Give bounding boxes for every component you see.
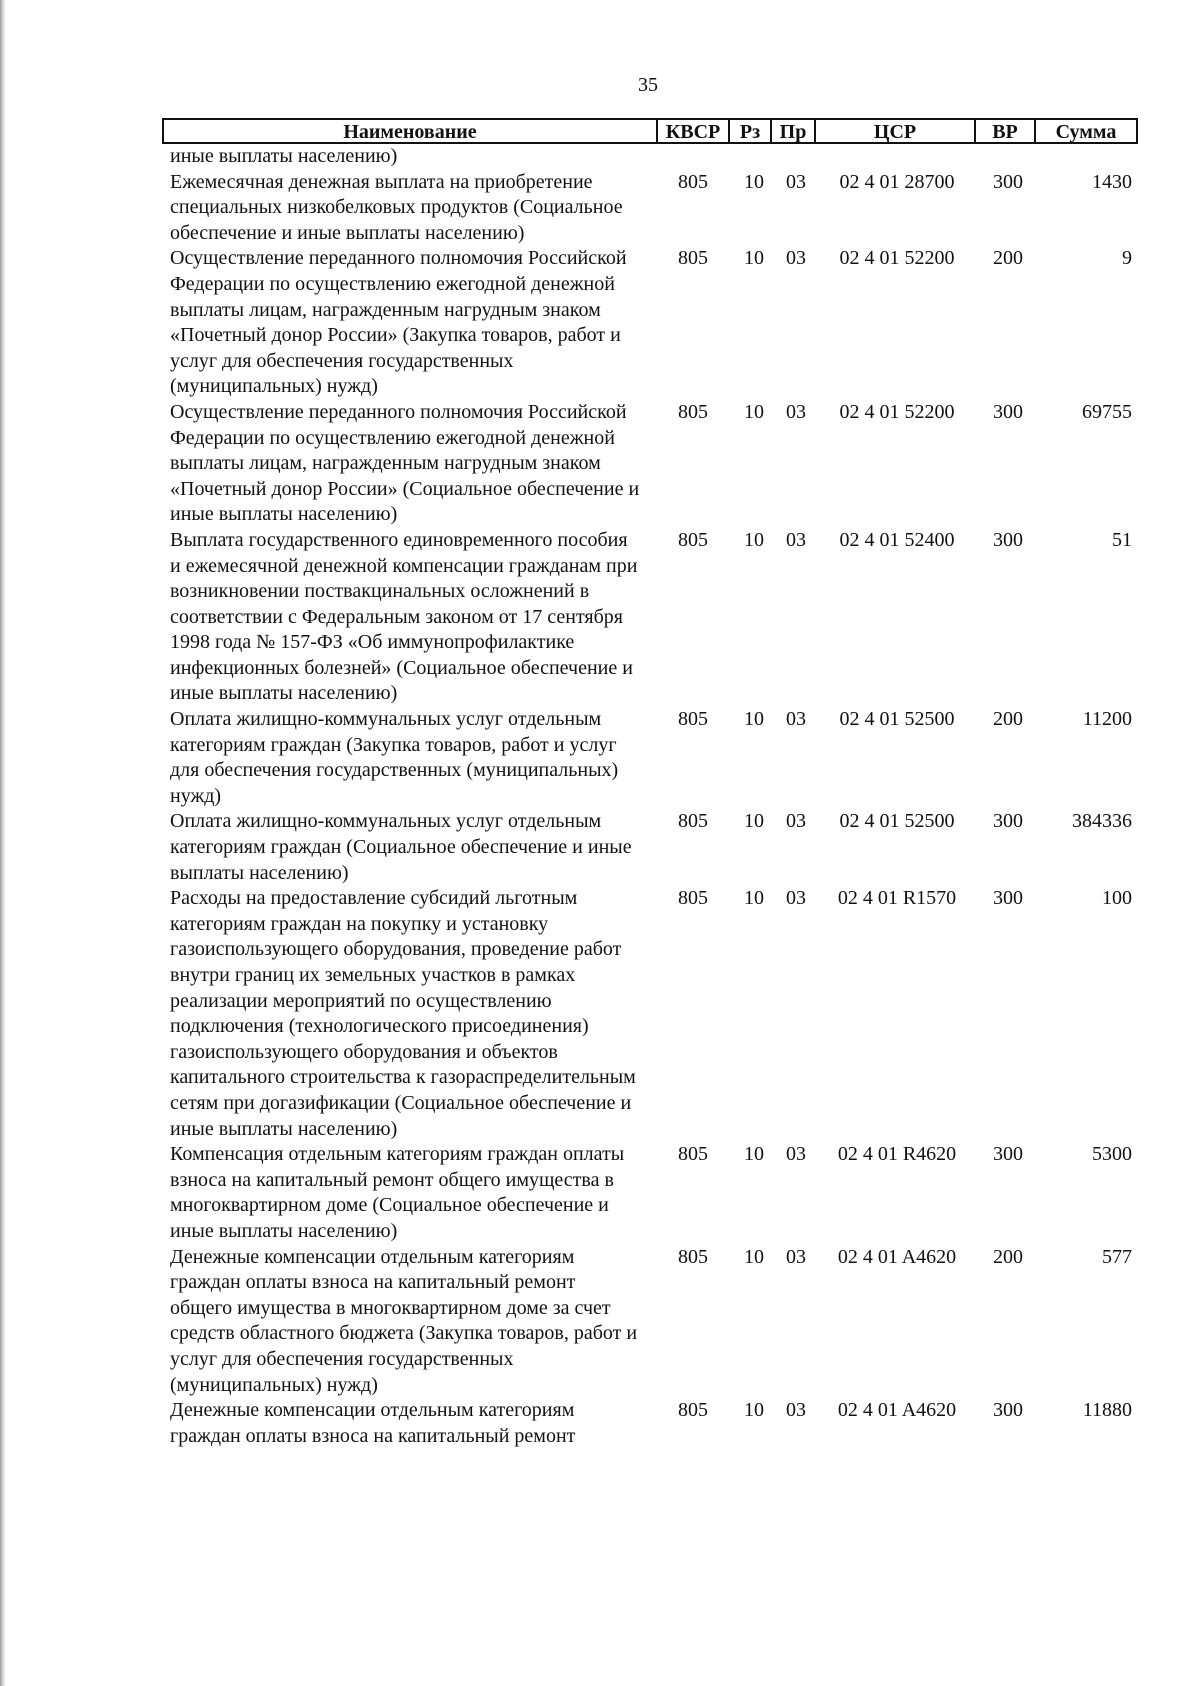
row-csr: 02 4 01 28700	[839, 170, 955, 193]
header-sum: Сумма	[1055, 121, 1117, 143]
table-header	[162, 118, 1138, 144]
continuation-row	[162, 144, 1138, 170]
row-pr: 03	[786, 170, 806, 193]
row-csr: 02 4 01 A4620	[837, 1245, 957, 1268]
row-sum: 577	[1102, 1245, 1132, 1268]
row-sum: 1430	[1092, 170, 1132, 193]
row-rz: 10	[744, 528, 764, 551]
row-kvsr: 805	[678, 1245, 708, 1268]
row-name: Компенсация отдельным категориям граждан оплаты взноса на капитальный ремонт общего имущества в многоквартирном доме (Социальное обеспечение и иные выплаты населению)	[170, 1143, 625, 1242]
row-vr: 200	[993, 708, 1023, 731]
row-kvsr: 805	[678, 810, 708, 833]
row-csr: 02 4 01 52500	[839, 810, 955, 833]
row-csr: 02 4 01 R1570	[837, 887, 957, 910]
table-row	[162, 246, 1138, 400]
table-row	[162, 707, 1138, 809]
header-pr: Пр	[772, 120, 816, 142]
row-csr: 02 4 01 52200	[839, 400, 955, 423]
row-sum: 11200	[1082, 708, 1132, 731]
row-name: Оплата жилищно-коммунальных услуг отдельным категориям граждан (Социальное обеспечение и иные выплаты населению)	[170, 810, 632, 884]
row-vr: 300	[993, 1399, 1023, 1422]
row-kvsr: 805	[678, 247, 708, 270]
row-sum: 9	[1122, 247, 1132, 270]
row-name: Оплата жилищно-коммунальных услуг отдельным категориям граждан (Закупка товаров, работ и услуг для обеспечения государственных (муниципальных) нужд)	[170, 708, 619, 807]
row-csr: 02 4 01 52400	[839, 528, 955, 551]
row-rz: 10	[744, 1399, 764, 1422]
row-rz: 10	[744, 810, 764, 833]
row-csr: 02 4 01 R4620	[837, 1143, 957, 1166]
table-row	[162, 1398, 1138, 1449]
table-row	[162, 170, 1138, 247]
row-pr: 03	[786, 247, 806, 270]
row-vr: 300	[993, 170, 1023, 193]
budget-table	[162, 118, 1138, 1449]
row-pr: 03	[786, 1143, 806, 1166]
row-vr: 300	[993, 887, 1023, 910]
row-kvsr: 805	[678, 1143, 708, 1166]
row-csr: 02 4 01 52200	[839, 247, 955, 270]
row-vr: 300	[993, 528, 1023, 551]
row-name: Денежные компенсации отдельным категориям граждан оплаты взноса на капитальный ремонт	[170, 1399, 576, 1447]
continuation-text: иные выплаты населению)	[170, 145, 398, 167]
row-kvsr: 805	[678, 1399, 708, 1422]
table-row	[162, 809, 1138, 886]
row-rz: 10	[744, 887, 764, 910]
row-sum: 69755	[1082, 400, 1132, 423]
row-name: Осуществление переданного полномочия Российской Федерации по осуществлению ежегодной денежной выплаты лицам, награжденным нагрудным знаком «Почетный донор России» (Закупка товаров, работ и услуг для обеспечения государственных (муниципальных) нужд)	[170, 247, 627, 398]
row-kvsr: 805	[678, 528, 708, 551]
table-row	[162, 528, 1138, 707]
row-name: Ежемесячная денежная выплата на приобретение специальных низкобелковых продуктов (Социальное обеспечение и иные выплаты населению)	[170, 170, 623, 244]
row-pr: 03	[786, 1399, 806, 1422]
row-vr: 200	[993, 1245, 1023, 1268]
row-sum: 5300	[1092, 1143, 1132, 1166]
row-name: Денежные компенсации отдельным категориям граждан оплаты взноса на капитальный ремонт общего имущества в многоквартирном доме за счет средств областного бюджета (Закупка товаров, работ и услуг для обеспечения государственных (муниципальных) нужд)	[170, 1245, 638, 1396]
row-vr: 300	[993, 1143, 1023, 1166]
row-rz: 10	[744, 170, 764, 193]
page-number: 35	[638, 74, 658, 96]
header-kvsr: КВСР	[658, 120, 730, 142]
row-kvsr: 805	[678, 400, 708, 423]
row-csr: 02 4 01 52500	[839, 708, 955, 731]
row-pr: 03	[786, 1245, 806, 1268]
row-kvsr: 805	[678, 170, 708, 193]
table-row	[162, 1245, 1138, 1399]
row-sum: 51	[1112, 528, 1132, 551]
row-pr: 03	[786, 708, 806, 731]
table-row	[162, 886, 1138, 1142]
header-name: Наименование	[164, 120, 658, 142]
row-name: Выплата государственного единовременного пособия и ежемесячной денежной компенсации гражданам при возникновении поствакцинальных осложнений в соответствии с Федеральным законом от 17 сентября 1998 года № 157-ФЗ «Об иммунопрофилактике инфекционных болезней» (Социальное обеспечение и иные выплаты населению)	[170, 528, 638, 705]
row-vr: 300	[993, 810, 1023, 833]
row-kvsr: 805	[678, 887, 708, 910]
row-rz: 10	[744, 400, 764, 423]
header-csr: ЦСР	[816, 120, 976, 142]
row-rz: 10	[744, 1143, 764, 1166]
header-vr: ВР	[976, 120, 1036, 142]
table-row	[162, 1142, 1138, 1244]
row-vr: 200	[993, 247, 1023, 270]
row-sum: 384336	[1072, 810, 1132, 833]
row-name: Осуществление переданного полномочия Российской Федерации по осуществлению ежегодной денежной выплаты лицам, награжденным нагрудным знаком «Почетный донор России» (Социальное обеспечение и иные выплаты населению)	[170, 400, 640, 526]
row-pr: 03	[786, 887, 806, 910]
row-pr: 03	[786, 810, 806, 833]
header-rz: Рз	[730, 120, 772, 142]
row-pr: 03	[786, 528, 806, 551]
row-rz: 10	[744, 247, 764, 270]
row-rz: 10	[744, 1245, 764, 1268]
row-kvsr: 805	[678, 708, 708, 731]
row-sum: 11880	[1082, 1399, 1132, 1422]
row-csr: 02 4 01 A4620	[837, 1399, 957, 1422]
row-sum: 100	[1102, 887, 1132, 910]
scan-edge	[0, 0, 6, 1686]
table-row	[162, 400, 1138, 528]
row-vr: 300	[993, 400, 1023, 423]
row-rz: 10	[744, 708, 764, 731]
row-name: Расходы на предоставление субсидий льготным категориям граждан на покупку и установку газоиспользующего оборудования, проведение работ внутри границ их земельных участков в рамках реализации мероприятий по осуществлению подключения (технологического присоединения) газоиспользующего оборудования и объектов капитального строительства к газораспределительным сетям при догазификации (Социальное обеспечение и иные выплаты населению)	[170, 887, 636, 1140]
row-pr: 03	[786, 400, 806, 423]
